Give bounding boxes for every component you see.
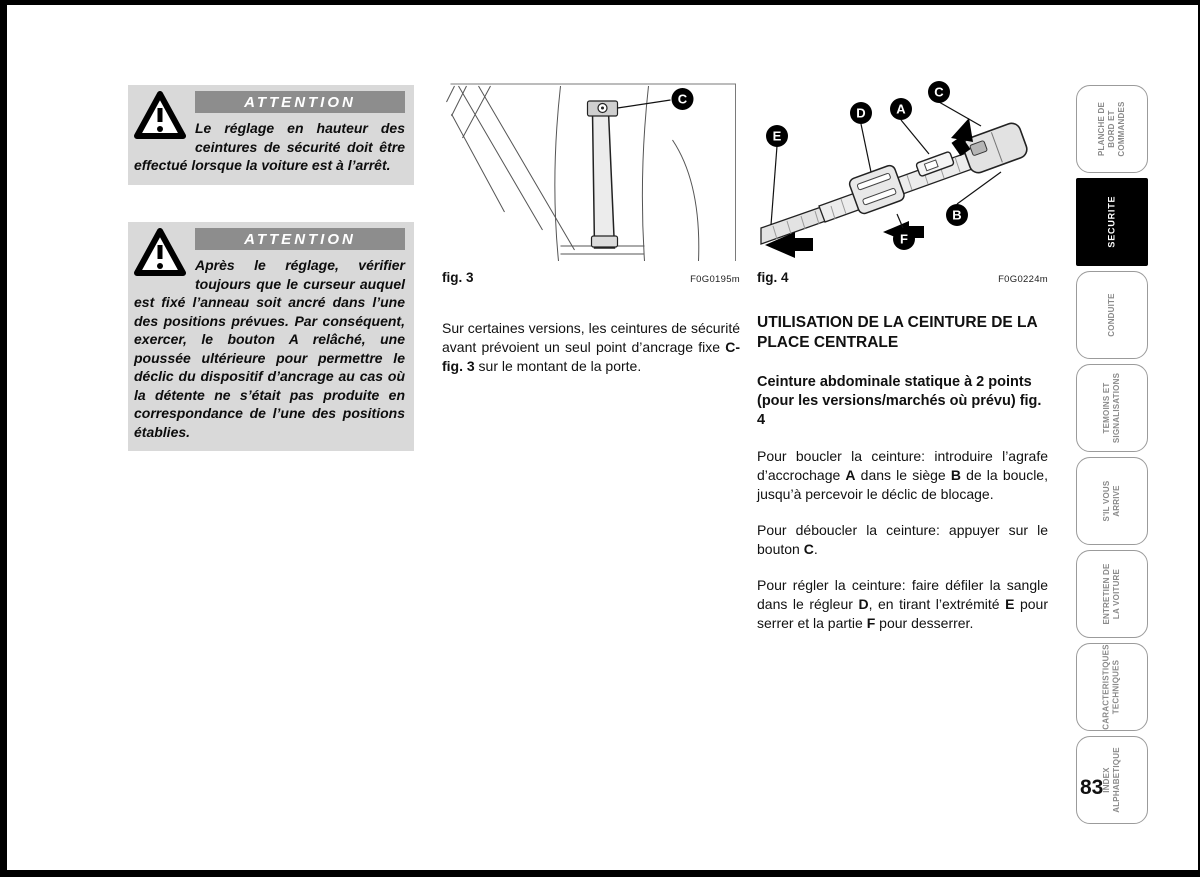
- warning-triangle-icon: [134, 228, 186, 276]
- figure4-label-e: [766, 125, 788, 147]
- middle-column: [442, 80, 740, 376]
- warning-box-2: [128, 222, 414, 451]
- figure4-label-f: [893, 228, 915, 250]
- tab-temoins-et-signalisations[interactable]: TEMOINS ET SIGNALISATIONS: [1076, 364, 1148, 452]
- right-column: [757, 80, 1048, 633]
- warning-triangle-icon: [134, 91, 186, 139]
- page-number: 83: [1080, 776, 1104, 799]
- svg-text:D: D: [856, 105, 866, 121]
- svg-text:C: C: [677, 91, 688, 107]
- warning-text: Le réglage en hauteur des ceintures de sécurité doit être effectué lorsque la voiture est à l’arrêt.: [134, 120, 405, 173]
- paragraph-regler: Pour régler la ceinture: faire défiler la sangle dans le régleur D, en tirant l’extrémité E pour serrer et la partie F pour desserrer.: [757, 577, 1048, 631]
- figure3-code: F0G0195m: [690, 274, 740, 285]
- svg-text:A: A: [896, 101, 906, 117]
- figure4-label-b: [946, 204, 968, 226]
- figure4-code: F0G0224m: [998, 274, 1048, 285]
- warning-text: Après le réglage, vérifier toujours que le curseur auquel est fixé l’anneau soit ancré dans l’une des positions prévues. Par conséquent, exercer, le bouton A relâché, une poussée ultérieure pour permettre le déclic du dispositif d’ancrage au cas où la détente ne s’était pas produite en correspondance de l’une des positions établies.: [134, 257, 405, 440]
- middle-paragraph: Sur certaines versions, les ceintures de sécurité avant prévoient un seul point d’ancrage fixe C-fig. 3 sur le montant de la porte.: [442, 320, 740, 374]
- svg-text:B: B: [952, 207, 962, 223]
- tab-index-alphabetique[interactable]: INDEX ALPHABETIQUE: [1076, 736, 1148, 824]
- section-title: UTILISATION DE LA CEINTURE DE LA PLACE CENTRALE: [757, 314, 1038, 351]
- figure4-caption: fig. 4: [757, 270, 789, 285]
- paragraph-boucler: Pour boucler la ceinture: introduire l’agrafe d’accrochage A dans le siège B de la boucle, jusqu’à percevoir le déclic de blocage.: [757, 448, 1048, 502]
- tab-securite[interactable]: SECURITE: [1076, 178, 1148, 266]
- tab-conduite[interactable]: CONDUITE: [1076, 271, 1148, 359]
- figure4-label-a: [890, 98, 912, 120]
- svg-text:C: C: [934, 84, 944, 100]
- figure3-seatbelt-pillar-drawing: [442, 80, 740, 265]
- section-subtitle: Ceinture abdominale statique à 2 points (pour les versions/marchés où prévu) fig. 4: [757, 374, 1042, 428]
- figure3-caption: fig. 3: [442, 270, 474, 285]
- svg-text:F: F: [900, 231, 908, 247]
- svg-text:E: E: [772, 128, 782, 144]
- chapter-tabs: [1076, 85, 1148, 824]
- tab-caracteristiques-techniques[interactable]: CARACTERISTIQUES TECHNIQUES: [1076, 643, 1148, 731]
- figure4-label-c: [928, 81, 950, 103]
- paragraph-deboucler: Pour déboucler la ceinture: appuyer sur le bouton C.: [757, 522, 1048, 557]
- tab-sil-vous-arrive[interactable]: S'IL VOUS ARRIVE: [1076, 457, 1148, 545]
- warning-title: ATTENTION: [195, 91, 405, 113]
- tab-entretien-de-la-voiture[interactable]: ENTRETIEN DE LA VOITURE: [1076, 550, 1148, 638]
- figure3-label-c: [672, 88, 694, 110]
- figure4-center-belt-drawing: [757, 80, 1048, 265]
- figure4-label-d: [850, 102, 872, 124]
- warning-box-1: [128, 85, 414, 185]
- tab-planche-de-bord-et-commandes[interactable]: PLANCHE DE BORD ET COMMANDES: [1076, 85, 1148, 173]
- warning-title: ATTENTION: [195, 228, 405, 250]
